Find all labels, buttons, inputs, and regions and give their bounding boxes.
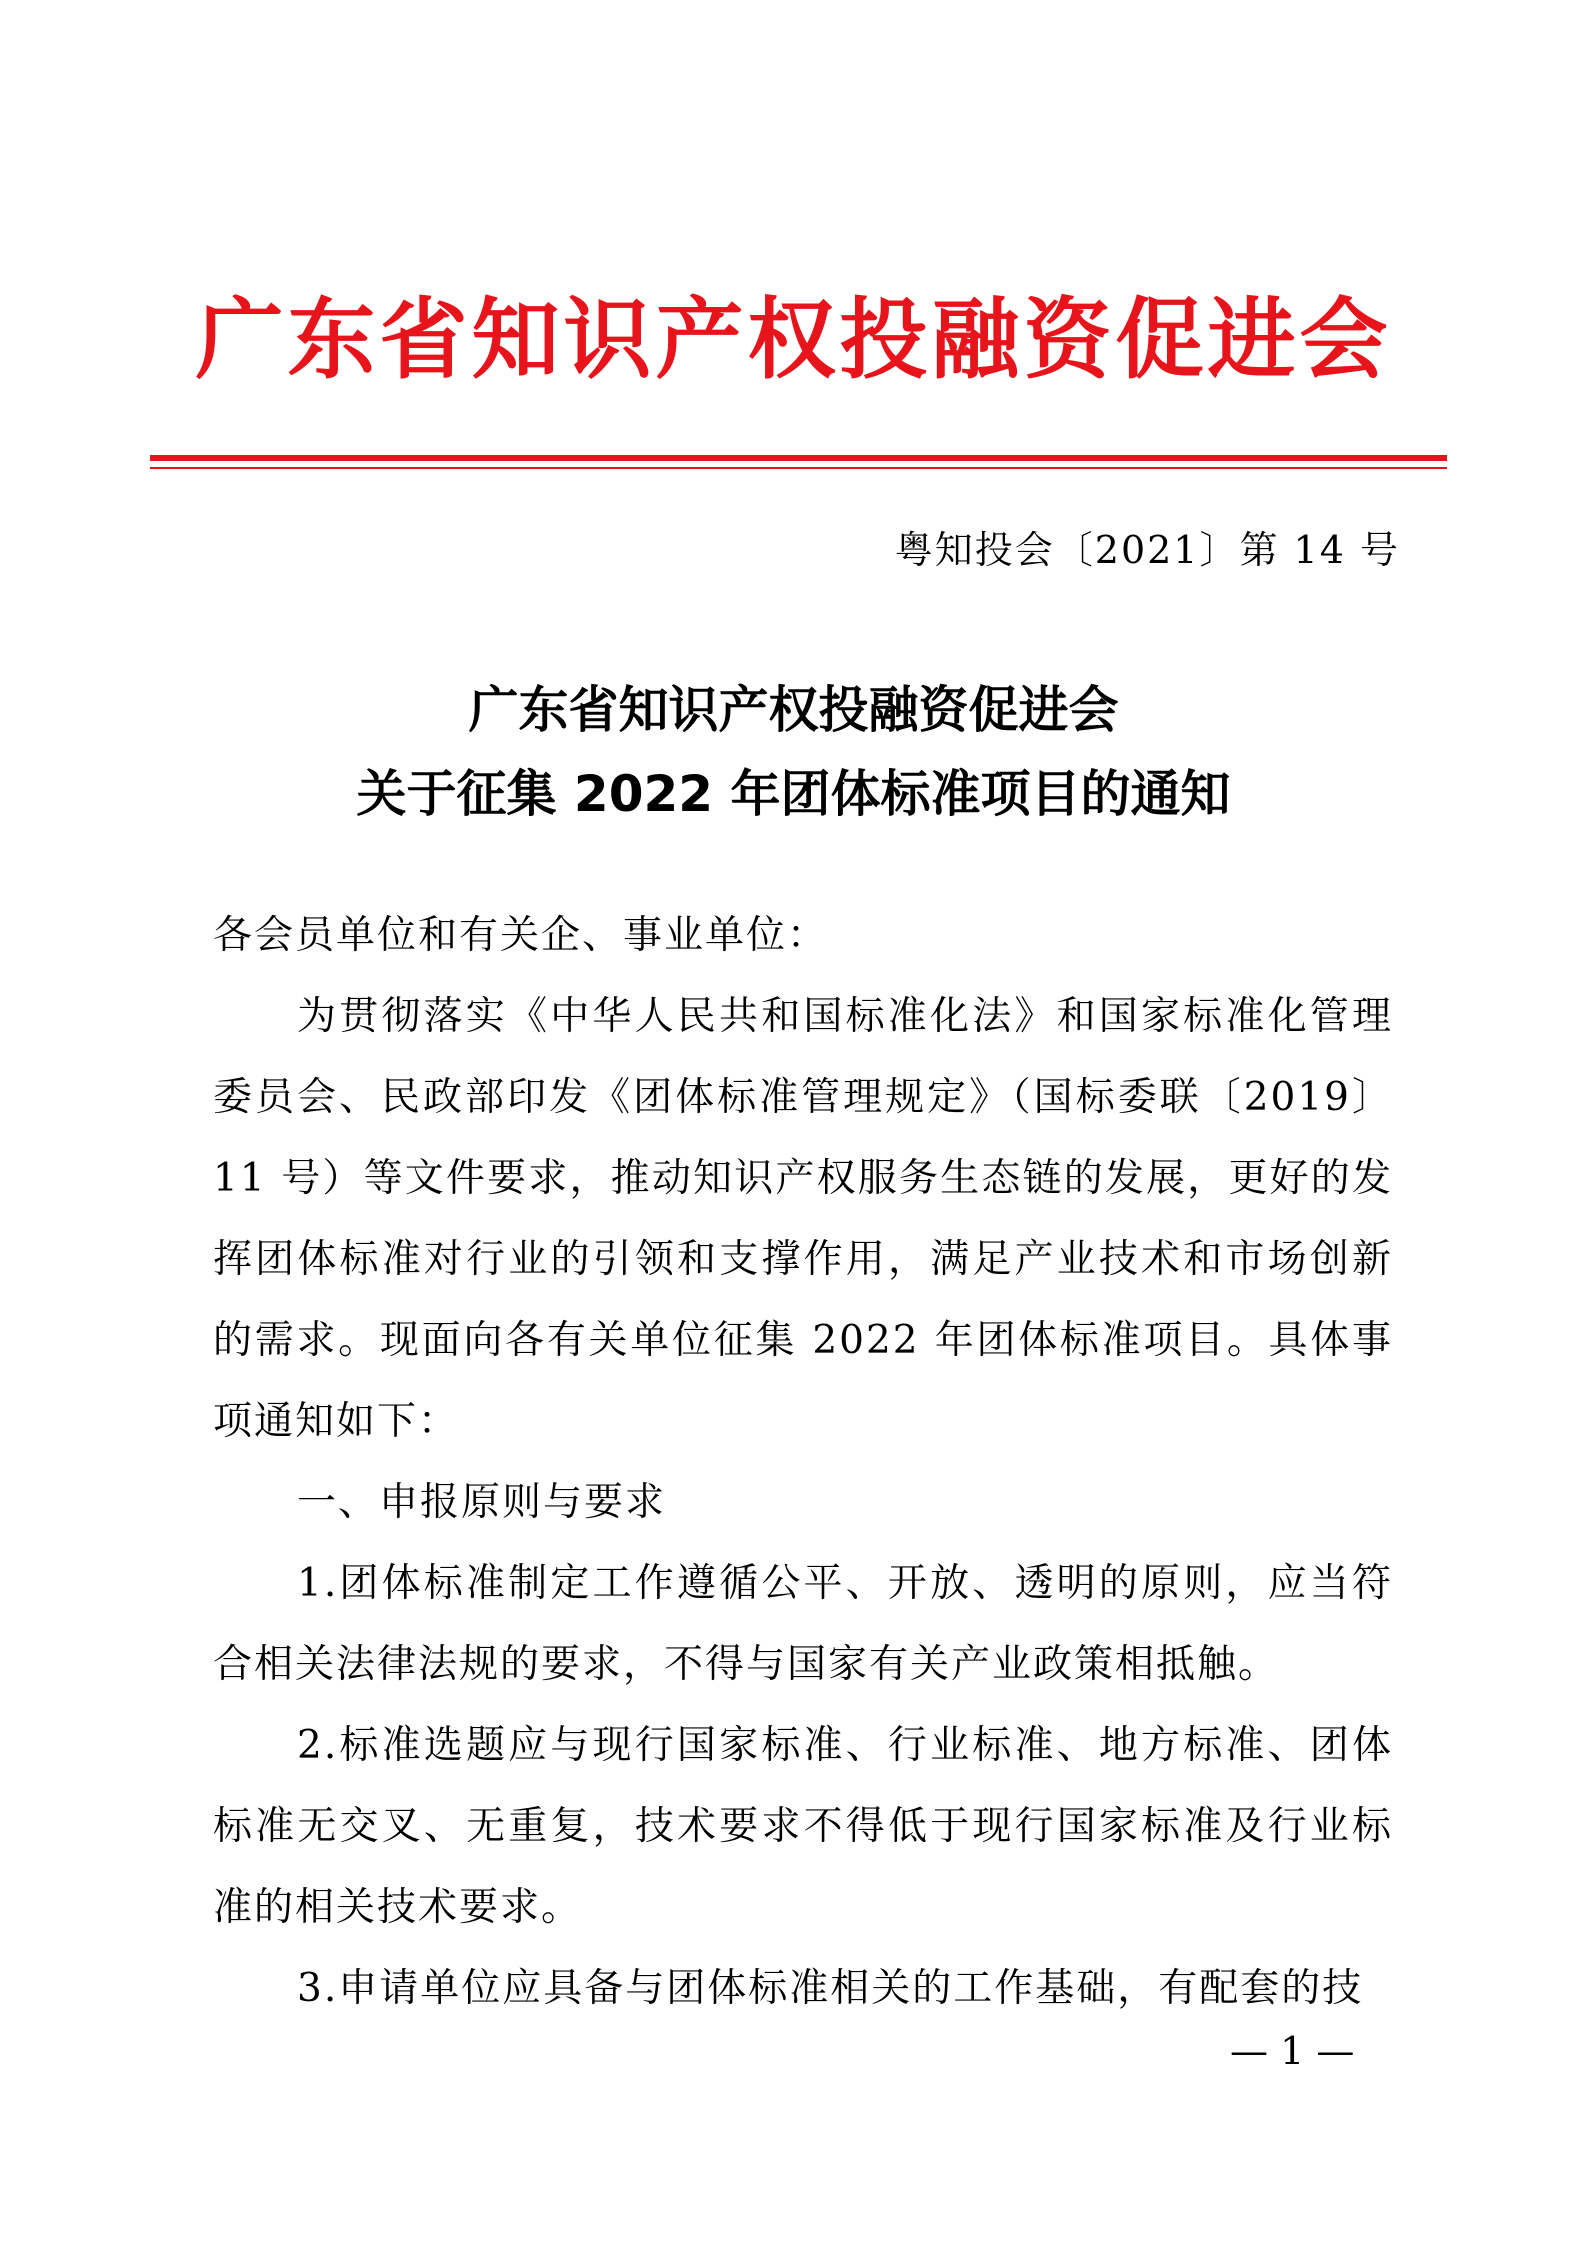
masthead-org-name: 广东省知识产权投融资促进会 [195,288,1392,391]
title-line-1: 广东省知识产权投融资促进会 [468,681,1119,739]
document-title [150,668,1437,836]
masthead-divider-thick [150,455,1447,461]
section-heading: 一、申报原则与要求 [297,1480,667,1525]
title-line-2: 关于征集 2022 年团体标准项目的通知 [356,765,1231,823]
document-number: 粤知投会〔2021〕第 14 号 [894,528,1400,572]
intro-paragraph: 为贯彻落实《中华人民共和国标准化法》和国家标准化管理委员会、民政部印发《团体标准管理规定》（国标委联〔2019〕11 号）等文件要求，推动知识产权服务生态链的发展，更好的发挥团体标准对行业的引领和支撑作用，满足产业技术和市场创新的需求。现面向各有关单位征集 2022 年团体标准项目。具体事项通知如下： [213,994,1393,1444]
document-body [213,895,1393,2029]
requirement-item-3: 3.申请单位应具备与团体标准相关的工作基础，有配套的技 [297,1966,1364,2011]
requirement-item-1: 1.团体标准制定工作遵循公平、开放、透明的原则，应当符合相关法律法规的要求，不得与国家有关产业政策相抵触。 [213,1561,1393,1687]
requirement-item-2: 2.标准选题应与现行国家标准、行业标准、地方标准、团体标准无交叉、无重复，技术要求不得低于现行国家标准及行业标准的相关技术要求。 [213,1723,1393,1930]
salutation: 各会员单位和有关企、事业单位： [213,913,829,958]
masthead-divider-thin [150,467,1447,469]
page-number: — 1 — [1230,2029,1355,2073]
